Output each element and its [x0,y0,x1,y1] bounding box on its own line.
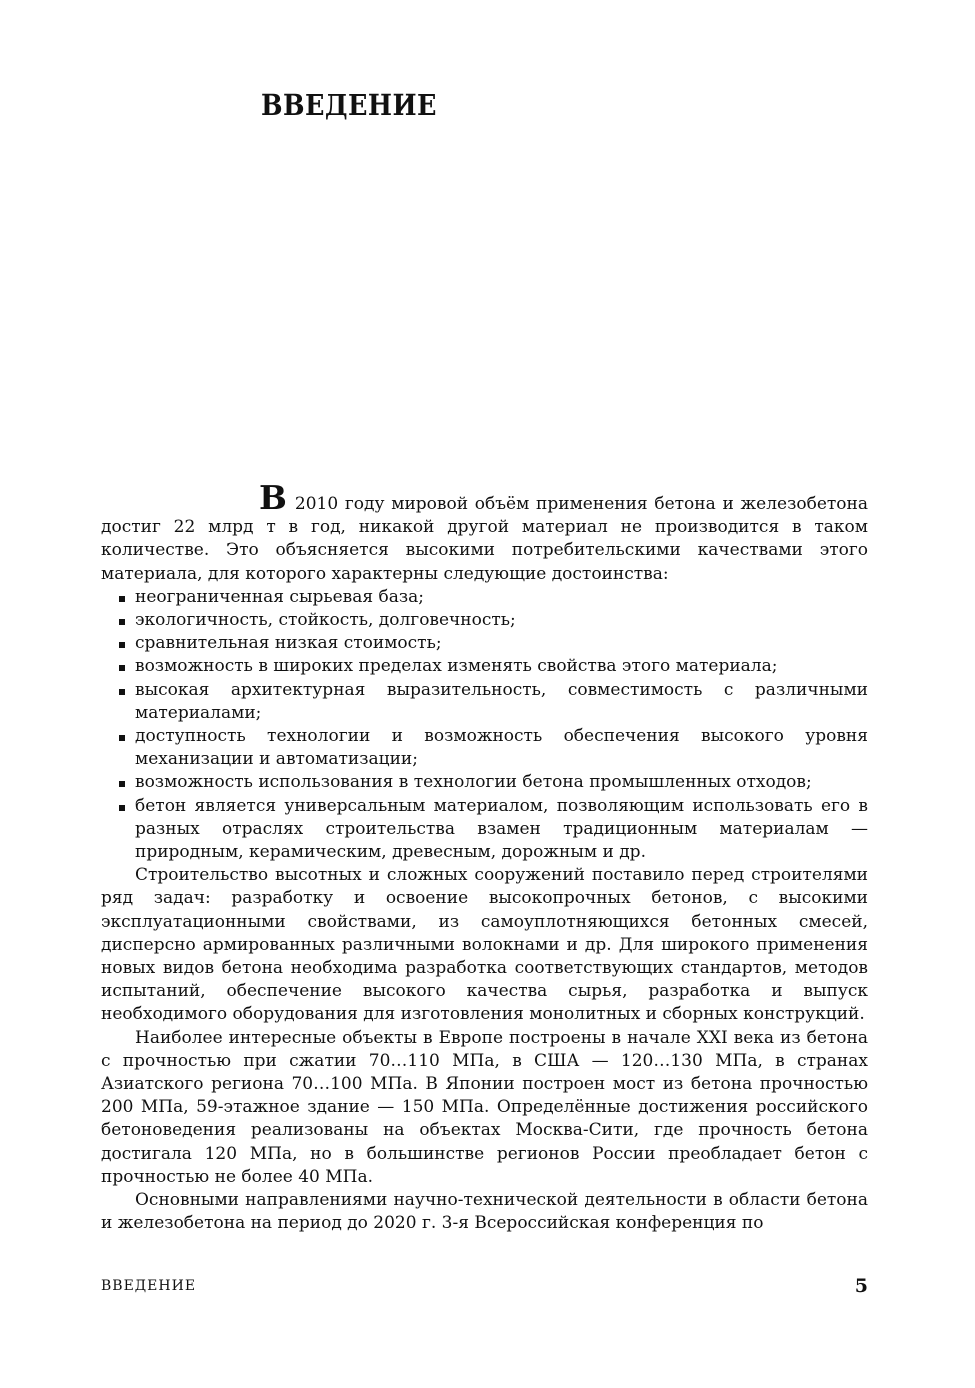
footer-section-title: ВВЕДЕНИЕ [101,1278,197,1294]
bullet-square-icon [119,642,125,648]
list-item: неограниченная сырьевая база; [101,586,868,609]
bullet-square-icon [119,665,125,671]
list-item: высокая архитектурная выразительность, совместимость с различными материалами; [101,679,868,725]
page-title: ВВЕДЕНИЕ [261,88,437,122]
list-item: доступность технологии и возможность обеспечения высокого уровня механизации и автоматизации; [101,725,868,771]
bullet-square-icon [119,596,125,602]
list-item: сравнительная низкая стоимость; [101,632,868,655]
intro-paragraph [101,478,868,586]
advantages-list [101,586,868,864]
paragraph: Строительство высотных и сложных сооружений поставило перед строителями ряд задач: разработку и освоение высокопрочных бетонов, с высокими эксплуатационными свойствами, из самоуплотняющихся бетонных смесей, дисперсно армированных различными волокнами и др. Для широкого применения новых видов бетона необходима разработка соответствующих стандартов, методов испытаний, обеспечение высокого качества сырья, разработка и выпуск необходимого оборудования для изготовления монолитных и сборных конструкций. [101,865,868,1025]
page-number: 5 [854,1275,868,1297]
intro-text: 2010 году мировой объём применения бетона и железобетона достиг 22 млрд т в год, никакой другой материал не производится в таком количестве. Это объясняется высокими потребительскими качествами этого материала, для которого характерны следующие достоинства: [101,494,868,584]
bullet-square-icon [119,805,125,811]
paragraph: Основными направлениями научно-технической деятельности в области бетона и железобетона на период до 2020 г. 3-я Всероссийская конференция по [101,1190,868,1234]
list-item: бетон является универсальным материалом, позволяющим использовать его в разных отраслях строительства взамен традиционным материалам — природным, керамическим, древесным, дорожным и др. [101,795,868,865]
list-item: возможность использования в технологии бетона промышленных отходов; [101,771,868,794]
bullet-square-icon [119,781,125,787]
body-text [101,478,868,1236]
paragraph: Наиболее интересные объекты в Европе построены в начале XXI века из бетона с прочностью при сжатии 70…110 МПа, в США — 120…130 МПа, в странах Азиатского региона 70…100 МПа. В Японии построен мост из бетона прочностью 200 МПа, 59-этажное здание — 150 МПа. Определённые достижения российского бетоноведения реализованы на объектах Москва-Сити, где прочность бетона достигала 120 МПа, но в большинстве регионов России преобладает бетон с прочностью не более 40 МПа. [101,1027,868,1187]
bullet-square-icon [119,735,125,741]
drop-cap: В [259,478,287,517]
bullet-square-icon [119,689,125,695]
list-item: возможность в широких пределах изменять свойства этого материала; [101,655,868,678]
list-item: экологичность, стойкость, долговечность; [101,609,868,632]
bullet-square-icon [119,619,125,625]
